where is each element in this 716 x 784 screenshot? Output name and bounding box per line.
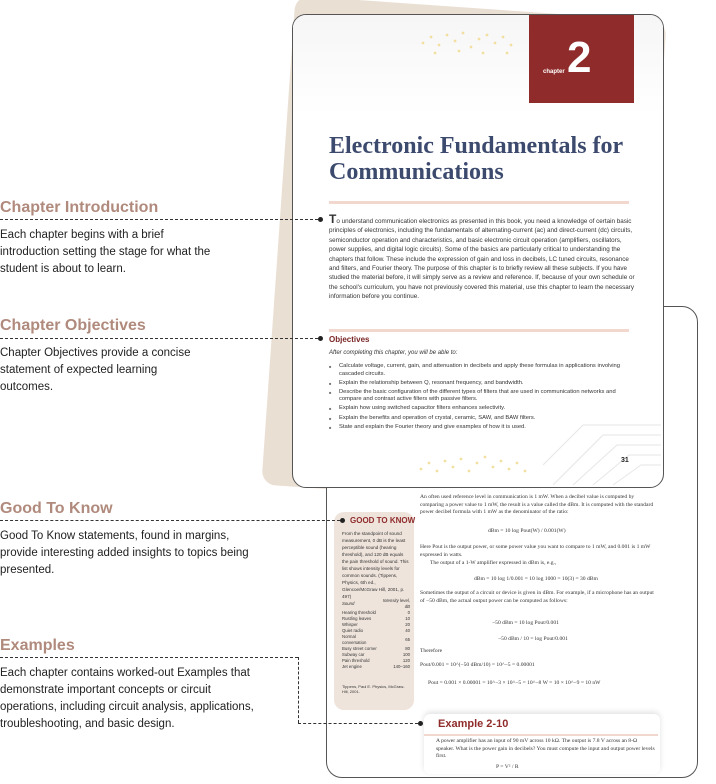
leader-line-examples-horizontal	[298, 723, 418, 724]
title-rule	[329, 201, 629, 204]
table-header-intensity: Intensity level, dB	[382, 598, 410, 609]
example-equation: P = V² / R	[496, 764, 519, 770]
list-item: ■ Describe the basic configuration of the different types of filters that are used in communication networks and compare and contrast active filters with passive filters.	[329, 389, 629, 404]
good-to-know-source: Tippens, Paul E. Physics, McGraw-Hill, 2001.	[342, 684, 405, 694]
equation-minus50: −50 dBm = 10 log Pout/0.001	[492, 620, 559, 626]
example-text: A power amplifier has an input of 90 mV across 10 kΩ. The output is 7.8 V across an 8-Ω speaker. What is the power gain in decibels? You must compute the input and output power levels first.	[436, 738, 655, 760]
callout-title-chapter-introduction: Chapter Introduction	[0, 199, 159, 216]
body-paragraph-microphone: Sometimes the output of a circuit or device is given in dBm. For example, if a microphone has an output of −50 dBm, the actual output power can be computed as follows:	[420, 590, 654, 604]
list-item: ■ Explain the relationship between Q, resonant frequency, and bandwidth.	[329, 380, 629, 388]
circuit-line-decoration	[543, 345, 661, 485]
callout-title-good-to-know: Good To Know	[0, 500, 113, 517]
chapter-word: chapter	[543, 69, 565, 75]
list-item: ■ Explain how using switched capacitor filters enhances selectivity.	[329, 405, 629, 413]
leader-dot-good-to-know	[340, 518, 345, 523]
equation-10nw: Pout = 0.001 × 0.00001 = 10^−3 × 10^−5 = 10^−8 W = 10 × 10^−9 = 10 nW	[428, 680, 601, 686]
leader-dot-examples	[418, 721, 423, 726]
leader-dot-introduction	[318, 217, 323, 222]
callout-text-chapter-objectives: Chapter Objectives provide a concise statement of expected learning outcomes.	[0, 347, 191, 393]
table-row: Whisper 20	[342, 622, 410, 627]
leader-line-examples	[0, 657, 298, 658]
leader-line-examples-vertical	[298, 657, 299, 723]
chapter-title: Electronic Fundamentals for Communications	[329, 133, 623, 185]
leader-line-introduction	[0, 219, 318, 220]
body-paragraph-pout: Here Pout is the output power, or some power value you want to compare to 1 mW, and 0.001 is 1 mW expressed in watts.	[420, 544, 651, 558]
body-paragraph-dbm: An often used reference level in communication is 1 mW. When a decibel value is computed by comparing a power value to 1 mW, the result is a value called the dBm. It is computed with the standard power decibel formula with 1 mW as the denominator of the ratio:	[420, 494, 654, 516]
equation-minus50-div10: −50 dBm / 10 = log Pout/0.001	[498, 636, 568, 642]
objectives-subheading: After completing this chapter, you will be able to:	[329, 350, 458, 356]
callout-title-chapter-objectives: Chapter Objectives	[0, 317, 146, 334]
callout-text-good-to-know: Good To Know statements, found in margins, provide interesting added insights to topics being presented.	[0, 530, 249, 576]
equation-dbm: dBm = 10 log Pout(W) / 0.001(W)	[488, 528, 566, 534]
table-row: Rustling leaves 10	[342, 616, 410, 621]
body-paragraph-example-amp: The output of a 1-W amplifier expressed in dBm is, e.g.,	[430, 560, 557, 566]
table-row: Quiet radio 40	[342, 628, 410, 633]
list-item: ■ State and explain the Fourier theory and give examples of how it is used.	[329, 424, 629, 432]
example-rule	[424, 734, 658, 736]
table-row: Hearing threshold 0	[342, 610, 410, 615]
good-to-know-heading: GOOD TO KNOW	[350, 516, 416, 525]
chapter-number-box	[529, 15, 634, 103]
list-item: ■ Calculate voltage, current, gain, and attenuation in decibels and apply these formulas in applications involving cascaded circuits.	[329, 363, 629, 378]
leader-line-objectives	[0, 338, 318, 339]
table-row: Jet engine 140–160	[342, 664, 410, 669]
good-to-know-text: From the standpoint of sound measurement, 0 dB is the least perceptible sound (hearing threshold), and 120 dB equals the pain threshold of sound. This list shows intensity levels for common sounds. (Tippens, Physics, 6th ed., Glencoe/McGraw Hill, 2001, p. 497)	[342, 531, 409, 599]
list-item: ■ Explain the benefits and operation of crystal, ceramic, SAW, and BAW filters.	[329, 415, 629, 423]
chapter-number: 2	[567, 33, 592, 82]
therefore-label: Therefore	[420, 648, 443, 654]
table-header-sound: Sound	[342, 601, 355, 606]
sound-intensity-table	[342, 598, 410, 670]
example-heading: Example 2-10	[438, 718, 509, 730]
page-number: 31	[621, 457, 629, 464]
leader-line-good-to-know	[0, 520, 340, 521]
table-row: Normal conversation 65	[342, 634, 410, 645]
chapter-introduction-text	[329, 212, 635, 302]
equation-ratio: Pout/0.001 = 10^(−50 dBm/10) = 10^−5 = 0.00001	[420, 662, 535, 668]
dot-pattern-decoration	[413, 23, 523, 63]
intro-body: o understand communication electronics as presented in this book, you need a knowledge of certain basic principles of electronics, including the fundamentals of alternating-current (ac) and direct-current (dc) circuits, semiconductor operation and characteristics, and basic electronic circuit operation (amplifiers, oscillators, power supplies, and digital logic circuits). Some of the basics are particularly critical to understanding the chapters that follow. These include the expression of gain and loss in decibels, LC tuned circuits, resonance and filters, and Fourier theory. The purpose of this chapter is to briefly review all these subjects. If you have studied the material before, it will simply serve as a review and reference. If, because of your own schedule or the school's curriculum, you have not previously covered this material, use this chapter to learn the necessary information before you continue.	[329, 218, 635, 301]
sample-page-front	[292, 14, 664, 488]
objectives-heading: Objectives	[329, 335, 370, 344]
objectives-rule	[329, 329, 629, 332]
leader-dot-objectives	[318, 336, 323, 341]
callout-title-examples: Examples	[0, 637, 75, 654]
callout-text-chapter-introduction: Each chapter begins with a brief introduction setting the stage for what the student is about to learn.	[0, 229, 211, 275]
table-row: Busy street corner 80	[342, 646, 410, 651]
table-row: Subway car 100	[342, 652, 410, 657]
equation-30dbm: dBm = 10 log 1/0.001 = 10 log 1000 = 10(3) = 30 dBm	[474, 576, 598, 582]
callout-text-examples: Each chapter contains worked-out Examples that demonstrate important concepts or circuit operations, including circuit analysis, applications, troubleshooting, and basic design.	[0, 667, 254, 730]
table-row: Pain threshold 120	[342, 658, 410, 663]
dot-pattern-decoration-bottom	[413, 445, 533, 481]
intro-dropcap: T	[329, 212, 337, 226]
